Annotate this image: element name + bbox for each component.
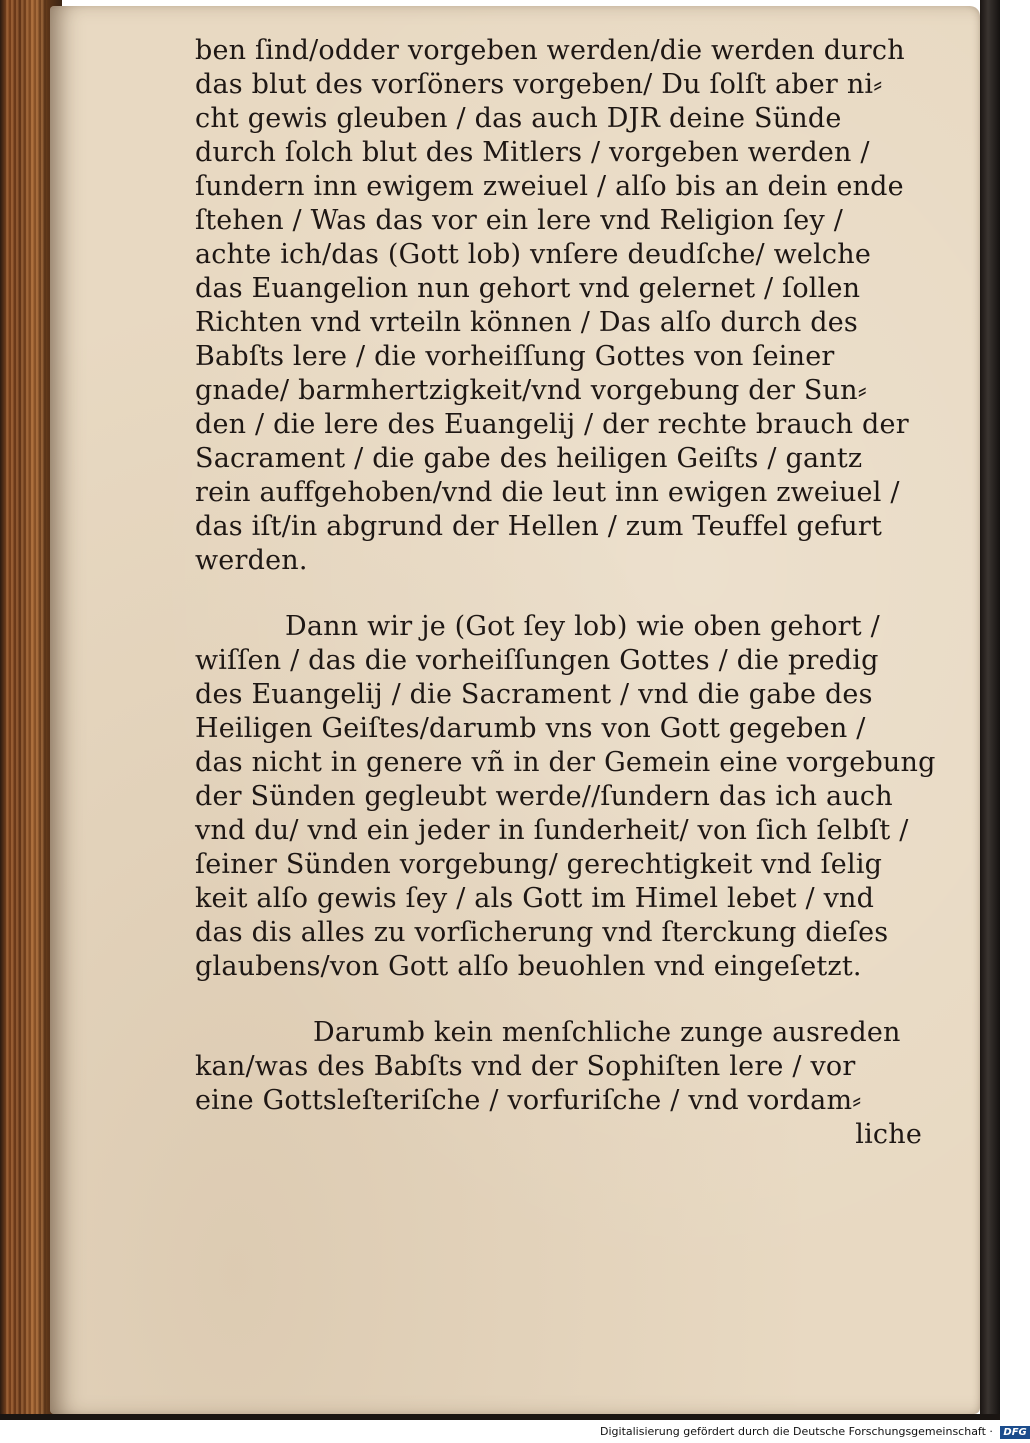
text-line: Heiligen Geiſtes/darumb vns von Gott gegeben / xyxy=(195,713,866,744)
text-line: der Sünden gegleubt werde//ſundern das ich auch xyxy=(195,781,893,812)
funding-credit: Digitalisierung gefördert durch die Deutsche Forschungsgemeinschaft · xyxy=(600,1425,993,1438)
text-line: wiſſen / das die vorheiſſungen Gottes / die predig xyxy=(195,645,879,676)
digitization-footer xyxy=(600,1424,1027,1440)
text-line: kan/was des Babſts vnd der Sophiſten lere / vor xyxy=(195,1051,856,1082)
page-edges-texture xyxy=(6,0,46,1420)
text-line: Richten vnd vrteiln können / Das alſo durch des xyxy=(195,307,858,338)
text-line: rein auffgehoben/vnd die leut inn ewigen zweiuel / xyxy=(195,477,900,508)
book-edge-right xyxy=(980,0,1000,1420)
text-line: achte ich/das (Gott lob) vnſere deudſche/ welche xyxy=(195,239,872,270)
text-line: das blut des vorſöners vorgeben/ Du ſolſt aber ni⸗ xyxy=(195,69,883,100)
text-line: vnd du/ vnd ein jeder in ſunderheit/ von ſich ſelbſt / xyxy=(195,815,909,846)
text-line: den / die lere des Euangelij / der rechte brauch der xyxy=(195,409,909,440)
page-text xyxy=(195,34,936,1152)
text-line: keit alſo gewis ſey / als Gott im Himel lebet / vnd xyxy=(195,883,875,914)
text-line: ben ſind/odder vorgeben werden/die werden durch xyxy=(195,35,905,66)
text-line: Darumb kein menſchliche zunge ausreden xyxy=(313,1017,901,1048)
text-line: ſtehen / Was das vor ein lere vnd Religion ſey / xyxy=(195,205,844,236)
text-line: Babſts lere / die vorheiſſung Gottes von ſeiner xyxy=(195,341,835,372)
text-line: ſundern inn ewigem zweiuel / alſo bis an dein ende xyxy=(195,171,904,202)
text-line: des Euangelij / die Sacrament / vnd die gabe des xyxy=(195,679,873,710)
text-line: das Euangelion nun gehort vnd gelernet / ſollen xyxy=(195,273,861,304)
paragraph-3 xyxy=(195,1016,930,1152)
text-line: das dis alles zu vorſicherung vnd ſterckung dieſes xyxy=(195,917,889,948)
text-line: ſeiner Sünden vorgebung/ gerechtigkeit vnd ſelig xyxy=(195,849,883,880)
text-line: das nicht in genere vñ in der Gemein eine vorgebung xyxy=(195,747,936,778)
paragraph-2 xyxy=(195,610,936,984)
paragraph-1 xyxy=(195,34,930,578)
text-line: werden. xyxy=(195,545,308,576)
text-line: gnade/ barmhertzigkeit/vnd vorgebung der Sun⸗ xyxy=(195,375,867,406)
text-line: glaubens/von Gott alſo beuohlen vnd eingeſetzt. xyxy=(195,951,862,982)
text-line: cht gewis gleuben / das auch DJR deine Sünde xyxy=(195,103,842,134)
dfg-logo: DFG xyxy=(1000,1426,1029,1439)
text-line: durch ſolch blut des Mitlers / vorgeben werden / xyxy=(195,137,870,168)
text-line: Sacrament / die gabe des heiligen Geiſts / gantz xyxy=(195,443,863,474)
scan-bottom-border xyxy=(0,1414,1000,1420)
catchword: liche xyxy=(855,1119,922,1150)
text-line: eine Gottsleſteriſche / vorfuriſche / vnd vordam⸗ xyxy=(195,1085,862,1116)
text-line: Dann wir je (Got ſey lob) wie oben gehort / xyxy=(285,611,880,642)
text-line: das iſt/in abgrund der Hellen / zum Teuffel gefurt xyxy=(195,511,883,542)
